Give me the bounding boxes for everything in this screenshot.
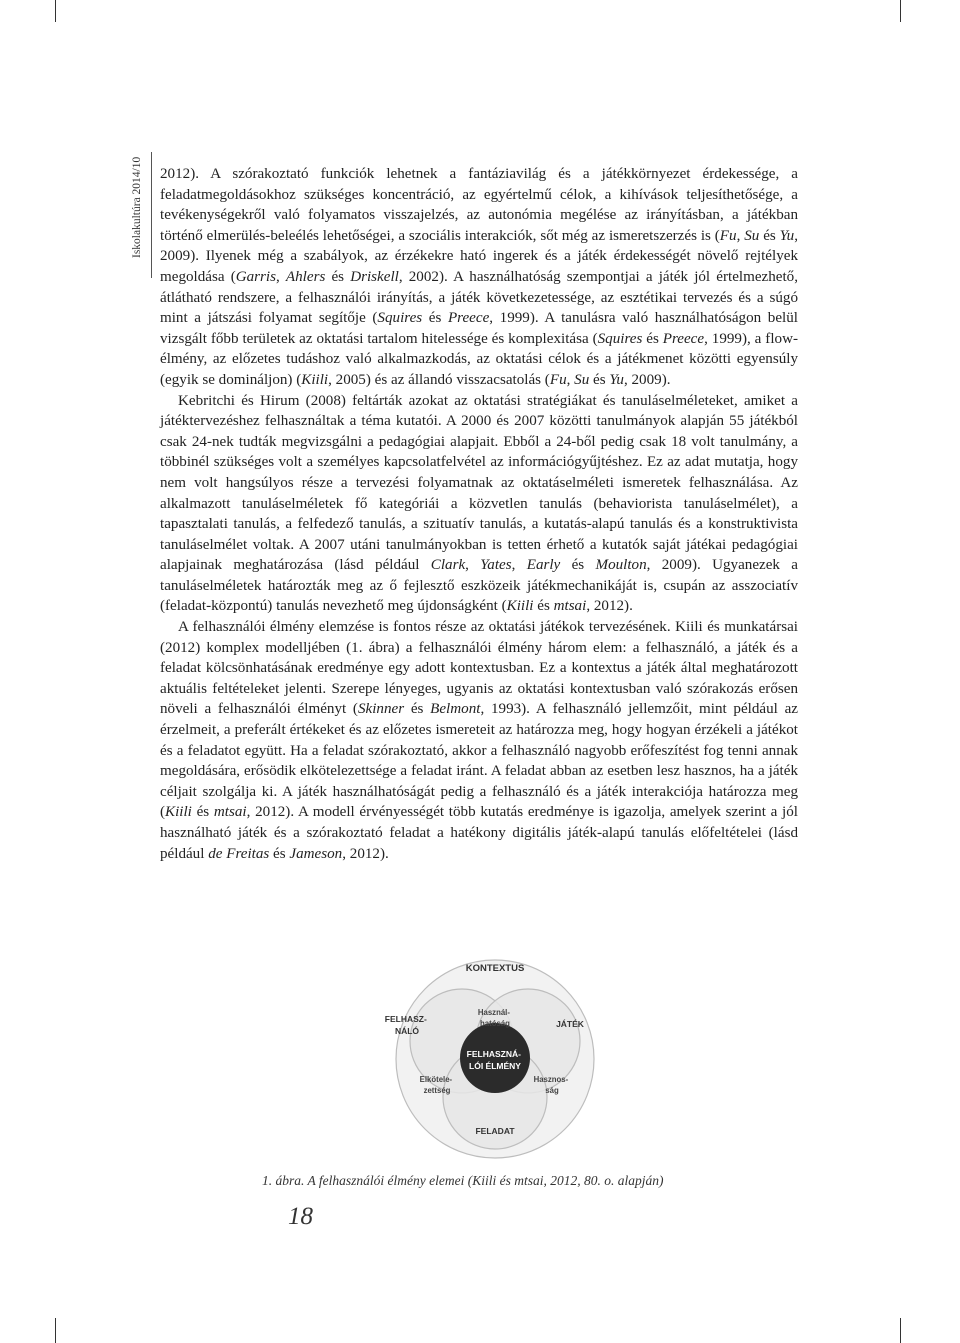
text-run: Kebritchi és Hirum (2008) feltárták azokat az oktatási stratégiákat és tanuláselméleteket, amiket a játéktervezéshez felhasználtak a téma kutatói. A 2000 és 2007 közötti tanulmányok alapján 55 játékból csak 24-nek tudták megvizsgálni a pedagógiai alapjait. Ebből a 24-ből pedig csak 18 volt tanulmány, a többinél szükséges volt a személyes kapcsolatfelvétel az információgyűjtéshez. Ez az adat mutatja, hogy nem volt hangsúlyos része a tervezési folyamatnak az oktatáselméleti ismeretek felhasználása. Az alkalmazott tanuláselméletek fő kategóriái a közvetlen tanulás (behaviorista tanuláselmélet), a tapasztalati tanulás, a felfedező tanulás, a szituatív tanulás, a kutatás-alapú tanulás és a konstruktivista tanuláselmélet voltak. A 2007 utáni tanulmányokban is tetten érhető a kutatók saját játékai pedagógiai alapjainak meghatározása (lásd például xyxy=(160,392,798,574)
text-run: , 2009). xyxy=(623,371,671,388)
crop-mark xyxy=(55,0,56,22)
text-run: és xyxy=(191,804,214,821)
reference-name: Squires xyxy=(377,310,423,327)
text-run: , 2009). Ugyanezek a tanuláselméletek határozták meg az ő fejlesztő eszközeik játékmechanikáját is, csupán az asszociatív (feladat-központú) tanulás nevezhető meg újdonságként ( xyxy=(160,557,798,615)
text-run: , 2012). xyxy=(342,845,389,862)
reference-name: Su xyxy=(744,227,760,244)
paragraph xyxy=(160,617,798,864)
reference-name: Su xyxy=(574,371,590,388)
text-run: , 1993). A felhasználó jellemzőit, mint például az érzelmeit, a preferált értékeket és az előzetes ismereteit az határozza meg, hogy hogyan érzékeli a játékot és a feladatot együtt. Ha a feladat szórakoztató, akkor a felhasználó nagyobb erőfeszítést fog tenni annak megoldására, erősödik elkötelezettsége a feladat iránt. A feladat abban az esetben lesz hasznos, ha a játék céljait szolgálja ki. A játék használhatóságát pedig a felhasználó és a játék interakciója határozza meg ( xyxy=(160,701,798,821)
reference-name: Yu xyxy=(779,227,795,244)
reference-name: Early xyxy=(526,557,561,574)
text-run: , 2012). xyxy=(586,598,633,615)
venn-diagram xyxy=(355,955,635,1160)
text-run: , 2009). Ilyenek még a szabályok, az érzékekre ható ingerek és a játék érdekességét növelő rejtélyek megoldása ( xyxy=(160,227,798,285)
usability-label: Használ- hatóság xyxy=(477,1008,510,1028)
engagement-label: Elkötele- zettség xyxy=(419,1075,453,1095)
text-run: , xyxy=(465,557,481,574)
reference-name: Kiili xyxy=(165,804,192,821)
body-text xyxy=(160,164,798,864)
margin-rule xyxy=(151,152,152,278)
figure-caption: 1. ábra. A felhasználói élmény elemei (Kiili és mtsai, 2012, 80. o. alapján) xyxy=(262,1173,664,1188)
crop-mark xyxy=(900,1318,901,1343)
reference-name: Fu xyxy=(719,227,737,244)
reference-name: Jameson xyxy=(289,845,343,862)
reference-name: Yates xyxy=(480,557,512,574)
reference-name: Clark xyxy=(430,557,466,574)
crop-mark xyxy=(900,0,901,22)
text-run: , xyxy=(566,371,575,388)
reference-name: Preece xyxy=(662,330,705,347)
paragraph xyxy=(160,164,798,391)
game-label: JÁTÉK xyxy=(556,1019,584,1029)
task-label: FELADAT xyxy=(475,1126,515,1136)
reference-name: Moulton xyxy=(595,557,647,574)
reference-name: Ahlers xyxy=(285,268,326,285)
reference-name: mtsai xyxy=(553,598,587,615)
reference-name: Yu xyxy=(609,371,624,388)
user-label: FELHASZ- NÁLÓ xyxy=(384,1014,427,1036)
reference-name: de Freitas xyxy=(208,845,270,862)
text-run: és xyxy=(422,310,448,327)
journal-label: Iskolakultúra 2014/10 xyxy=(131,156,143,258)
reference-name: Garris xyxy=(235,268,276,285)
crop-mark xyxy=(55,1318,56,1343)
text-run: és xyxy=(269,845,290,862)
reference-name: Belmont xyxy=(430,701,481,718)
reference-name: Fu xyxy=(549,371,567,388)
text-run: , 1999), a flow-élmény, az előzetes tudáshoz való alkalmazkodás, az oktatási célok és a játékmenet közötti egyensúly (egyik se domináljon) ( xyxy=(160,330,798,388)
reference-name: Squires xyxy=(597,330,643,347)
text-run: és xyxy=(325,268,351,285)
text-run: , 1999). A tanulásra való használhatóságon belül vizsgált főbb területek az oktatási tartalom hitelessége és komplexitása ( xyxy=(160,310,798,347)
text-run: , 2002). A használhatóság szempontjai a játék jól értelmezhető, átlátható rendszere, a felhasználói irányítás, a játék következetessége, az esztétikai tervezés és a súgó mint a játszási folyamat segítője ( xyxy=(160,268,798,327)
center-label: FELHASZNÁ- LÓI ÉLMÉNY xyxy=(466,1049,521,1071)
text-run: , 2005) és az állandó visszacsatolás ( xyxy=(328,371,550,388)
text-run: , xyxy=(736,227,745,244)
text-run: és xyxy=(560,557,596,574)
reference-name: Kiili xyxy=(506,598,534,615)
reference-name: mtsai xyxy=(213,804,247,821)
text-run: és xyxy=(642,330,663,347)
text-run: 2012). A szórakoztató funkciók lehetnek a fantáziavilág és a játékkörnyezet érdekessége, a feladatmegoldásokhoz szükséges koncentráció, az egyértelmű célok, a kihívások teljesíthetősége, a tevékenységekről való folyamatos visszajelzés, az autonómia megélése az irányításban, a játékban történő elmerülés-beleélés lehetőségei, a szociális interakciók, sőt még az ismeretszerzés is ( xyxy=(160,166,798,244)
reference-name: Preece xyxy=(447,310,490,327)
text-run: és xyxy=(404,701,431,718)
text-run: , xyxy=(511,557,527,574)
text-run: , xyxy=(275,268,286,285)
reference-name: Skinner xyxy=(357,701,405,718)
reference-name: Driskell xyxy=(350,268,399,285)
paragraph xyxy=(160,391,798,618)
text-run: és xyxy=(533,598,554,615)
user-experience-diagram xyxy=(355,955,635,1160)
page-number: 18 xyxy=(288,1203,313,1230)
text-run: , 2012). A modell érvényességét több kutatás eredménye is igazolja, amelyek szerint a jól használható játék és a szórakoztató feladat a hatékony digitális játék-alapú tanulás előfeltételei (lásd például xyxy=(160,804,798,862)
context-label: KONTEXTUS xyxy=(465,963,525,974)
text-run: A felhasználói élmény elemzése is fontos része az oktatási játékok tervezésének. Kiili és munkatársai (2012) komplex modelljében (1. ábra) a felhasználói élmény három elem: a felhasználó, a játék és a feladat kölcsönhatásának eredménye egy adott kontextusban. Ez a kontextus a játék által meghatározott aktuális feltételeket jelenti. Szerepe lényeges, ugyanis az oktatási kontextusban való szórakozás erősen növeli a felhasználói élményt ( xyxy=(160,619,798,718)
text-run: és xyxy=(589,371,610,388)
usefulness-label: Hasznos- ság xyxy=(533,1075,569,1095)
reference-name: Kiili xyxy=(301,371,329,388)
text-run: és xyxy=(759,227,780,244)
